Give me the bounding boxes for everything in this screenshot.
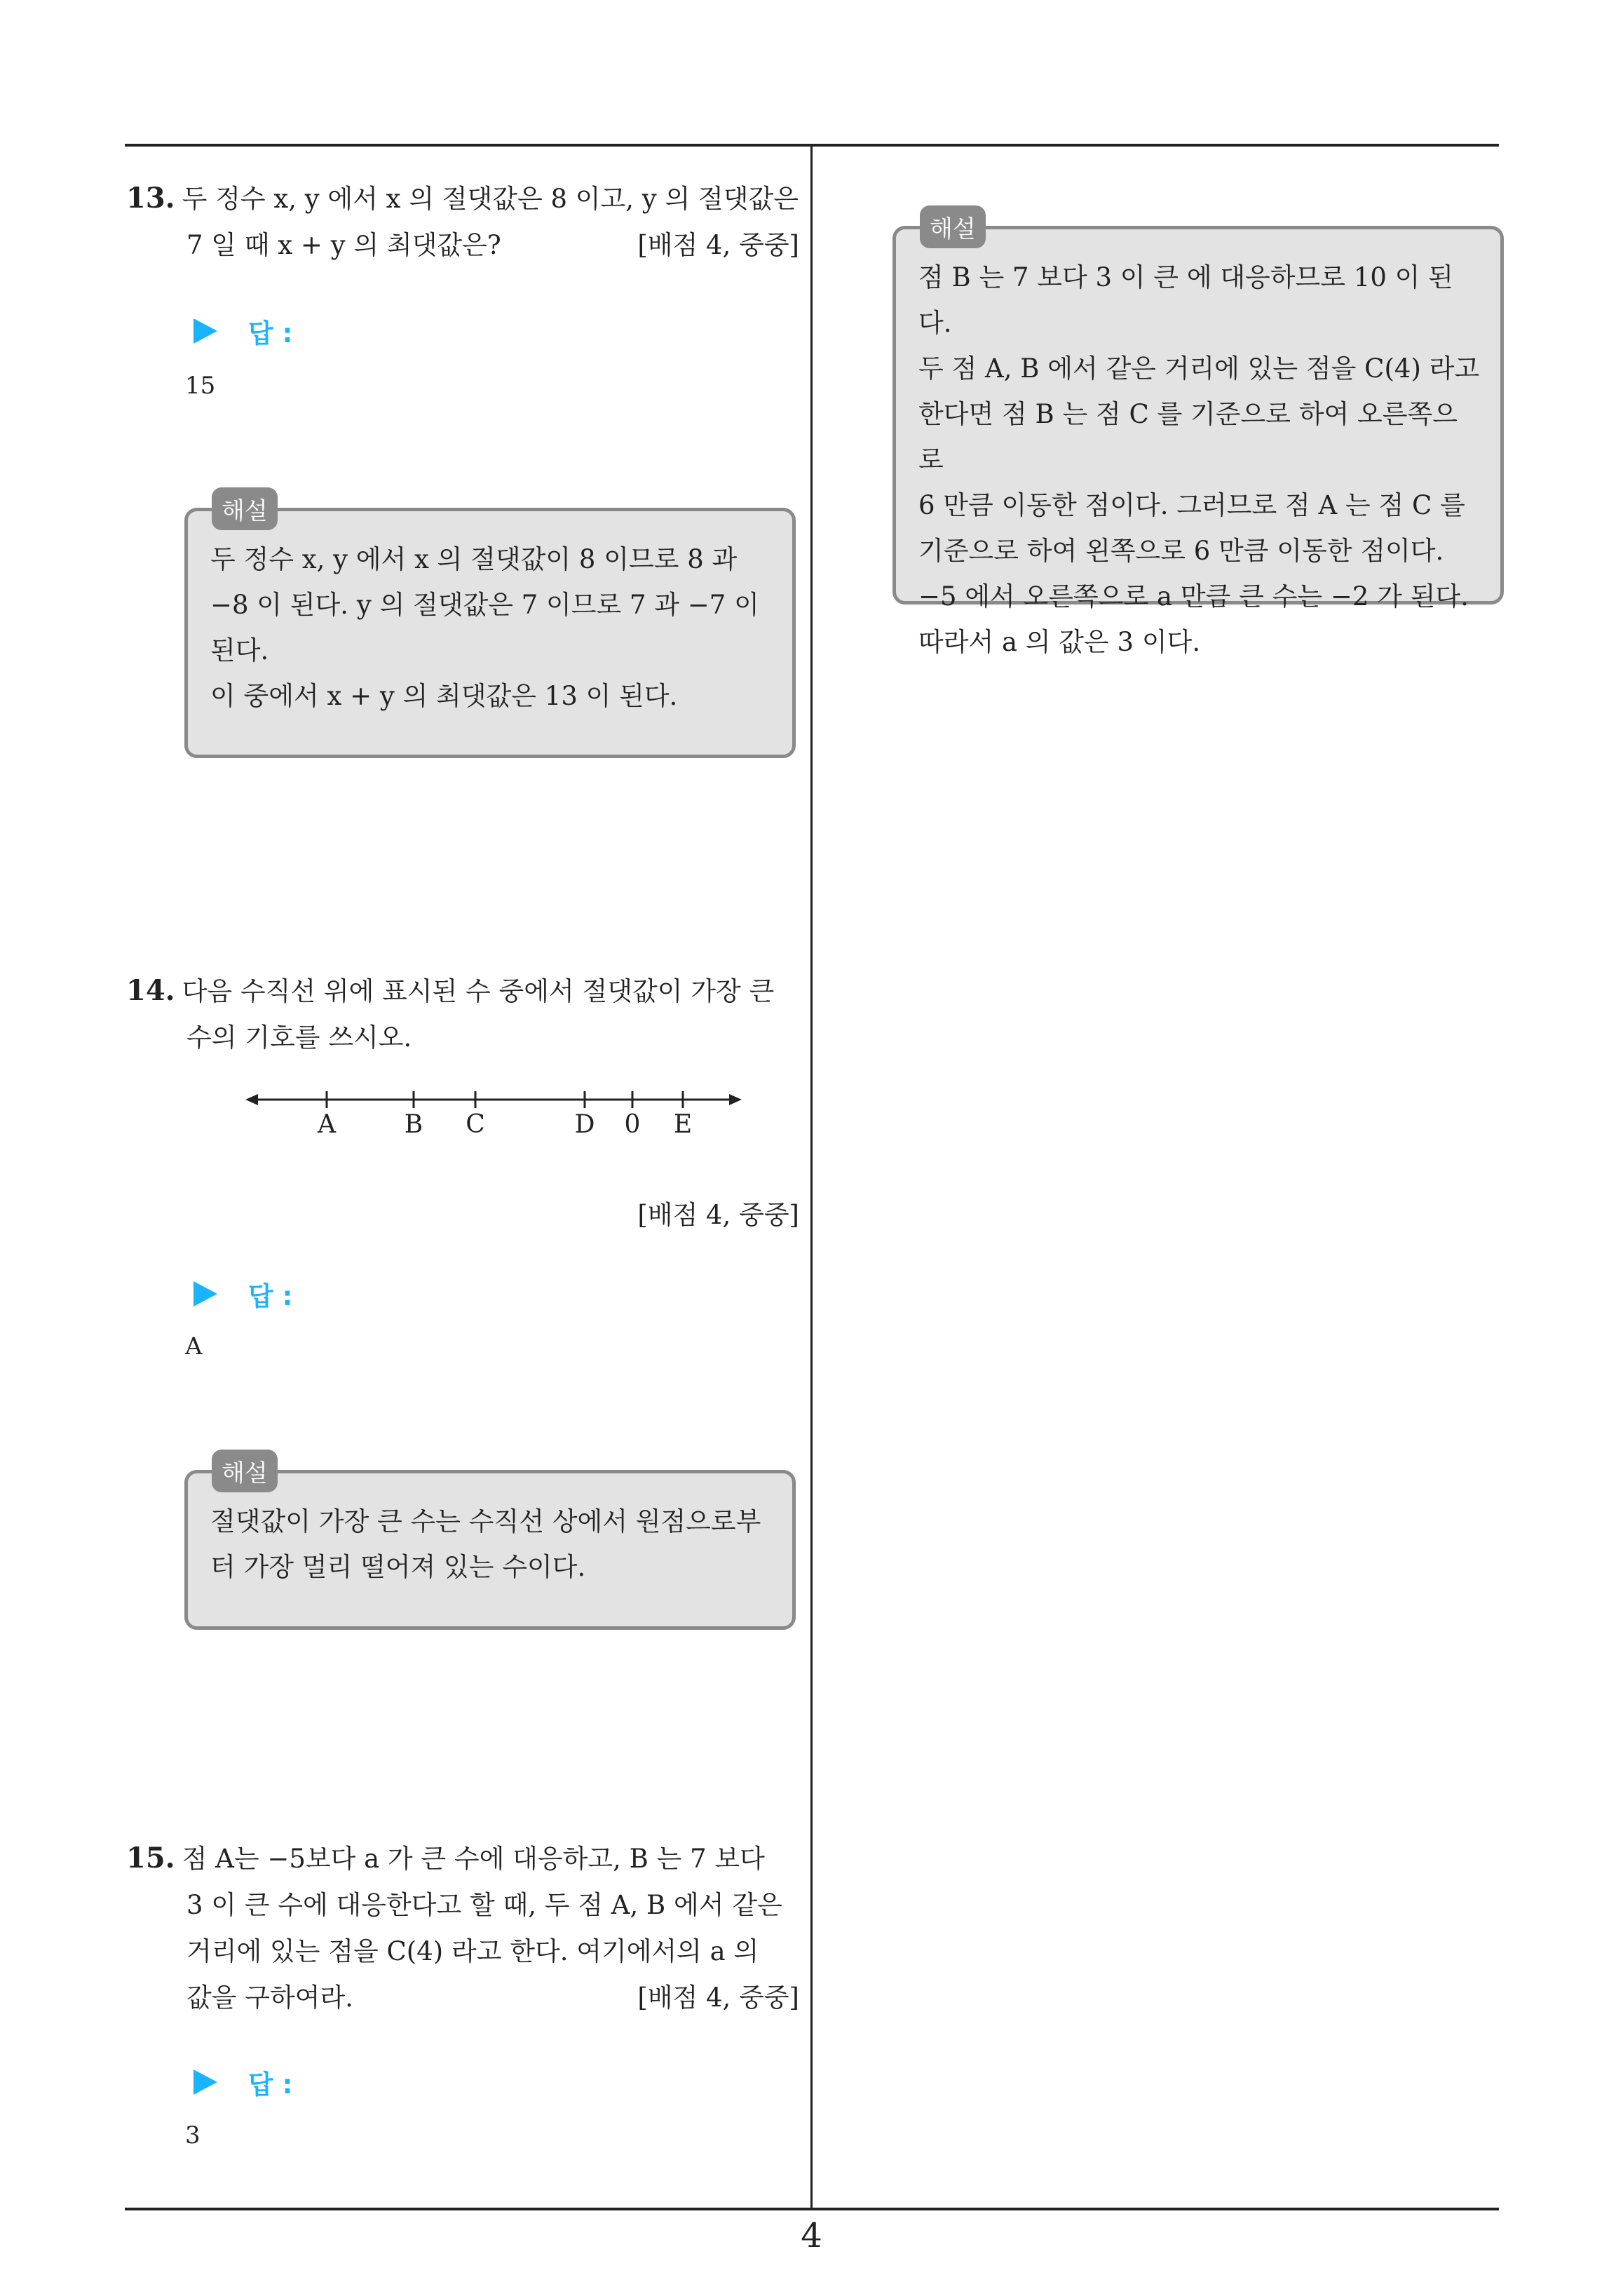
- explanation-line: 기준으로 하여 왼쪽으로 6 만큼 이동한 점이다.: [918, 536, 1444, 566]
- explanation-line: −5 에서 오른쪽으로 a 만큼 큰 수는 −2 가 된다.: [918, 581, 1469, 612]
- answer-value-14: A: [185, 1332, 203, 1360]
- question-number: 13.: [126, 182, 175, 215]
- question-number: 14.: [126, 974, 175, 1007]
- tick-label-a: A: [318, 1110, 336, 1139]
- question-text: 점 A는 −5보다 a 가 큰 수에 대응하고, B 는 7 보다: [182, 1844, 765, 1874]
- answer-row-13: [193, 312, 292, 350]
- question-14: [126, 968, 799, 1061]
- column-divider: [810, 144, 813, 2210]
- explanation-text: [918, 255, 1481, 665]
- explanation-line: 한다면 점 B 는 점 C 를 기준으로 하여 오른쪽으로: [918, 399, 1458, 475]
- page-number: 4: [801, 2216, 822, 2255]
- explanation-text: [210, 536, 773, 719]
- tick-label-d: D: [574, 1110, 595, 1139]
- answer-value-15: 3: [185, 2121, 201, 2149]
- question-15: [126, 1835, 799, 2021]
- explanation-line: 된다.: [210, 635, 269, 666]
- number-line: [245, 1080, 750, 1150]
- question-text: 다음 수직선 위에 표시된 수 중에서 절댓값이 가장 큰: [182, 976, 775, 1006]
- explanation-box-15: [892, 215, 1504, 657]
- question-text: 두 정수 x, y 에서 x 의 절댓값은 8 이고, y 의 절댓값은: [182, 184, 799, 214]
- arrow-left-icon: [245, 1094, 258, 1105]
- explanation-line: −8 이 된다. y 의 절댓값은 7 이므로 7 과 −7 이: [210, 590, 759, 620]
- explanation-tag: 해설: [920, 205, 986, 248]
- explanation-line: 이 중에서 x + y 의 최댓값은 13 이 된다.: [210, 681, 678, 711]
- play-triangle-icon: [193, 1281, 217, 1306]
- explanation-tag: 해설: [212, 487, 278, 530]
- tick-label-zero: 0: [624, 1110, 641, 1139]
- score-label: [배점 4, 중중]: [637, 1983, 799, 2013]
- tick-label-b: B: [404, 1110, 423, 1139]
- answer-label: 답 :: [248, 2069, 293, 2100]
- explanation-box-14: [184, 1459, 796, 1630]
- answer-row-15: [193, 2063, 292, 2101]
- answer-label: 답 :: [248, 1281, 293, 1311]
- explanation-line: 절댓값이 가장 큰 수는 수직선 상에서 원점으로부: [210, 1506, 761, 1537]
- explanation-line: 터 가장 멀리 떨어져 있는 수이다.: [210, 1552, 586, 1582]
- arrow-right-icon: [729, 1094, 742, 1105]
- question-text: 7 일 때 x + y 의 최댓값은?: [186, 230, 501, 260]
- question-text: 3 이 큰 수에 대응한다고 할 때, 두 점 A, B 에서 같은: [186, 1890, 782, 1920]
- question-13: [126, 175, 799, 269]
- explanation-line: 두 점 A, B 에서 같은 거리에 있는 점을 C(4) 라고: [918, 353, 1480, 384]
- explanation-text: [210, 1499, 773, 1590]
- answer-row-14: [193, 1275, 292, 1313]
- score-label: [배점 4, 중중]: [637, 1200, 799, 1230]
- tick-label-e: E: [673, 1110, 693, 1139]
- question-text: 수의 기호를 쓰시오.: [186, 1022, 412, 1053]
- explanation-tag: 해설: [212, 1450, 278, 1492]
- answer-label: 답 :: [248, 318, 293, 349]
- question-number: 15.: [126, 1842, 175, 1875]
- play-triangle-icon: [193, 318, 217, 344]
- explanation-box-13: [184, 497, 796, 758]
- explanation-line: 점 B 는 7 보다 3 이 큰 에 대응하므로 10 이 된다.: [918, 262, 1453, 338]
- explanation-line: 두 정수 x, y 에서 x 의 절댓값이 8 이므로 8 과: [210, 544, 738, 574]
- tick-label-c: C: [466, 1110, 485, 1139]
- explanation-line: 6 만큼 이동한 점이다. 그러므로 점 A 는 점 C 를: [918, 490, 1465, 520]
- question-text: 거리에 있는 점을 C(4) 라고 한다. 여기에서의 a 의: [186, 1936, 759, 1966]
- question-text: 값을 구하여라.: [186, 1983, 353, 2013]
- score-label-14: [126, 1192, 799, 1238]
- score-label: [배점 4, 중중]: [637, 230, 799, 260]
- play-triangle-icon: [193, 2069, 217, 2095]
- explanation-line: 따라서 a 의 값은 3 이다.: [918, 627, 1201, 657]
- answer-value-13: 15: [185, 372, 216, 400]
